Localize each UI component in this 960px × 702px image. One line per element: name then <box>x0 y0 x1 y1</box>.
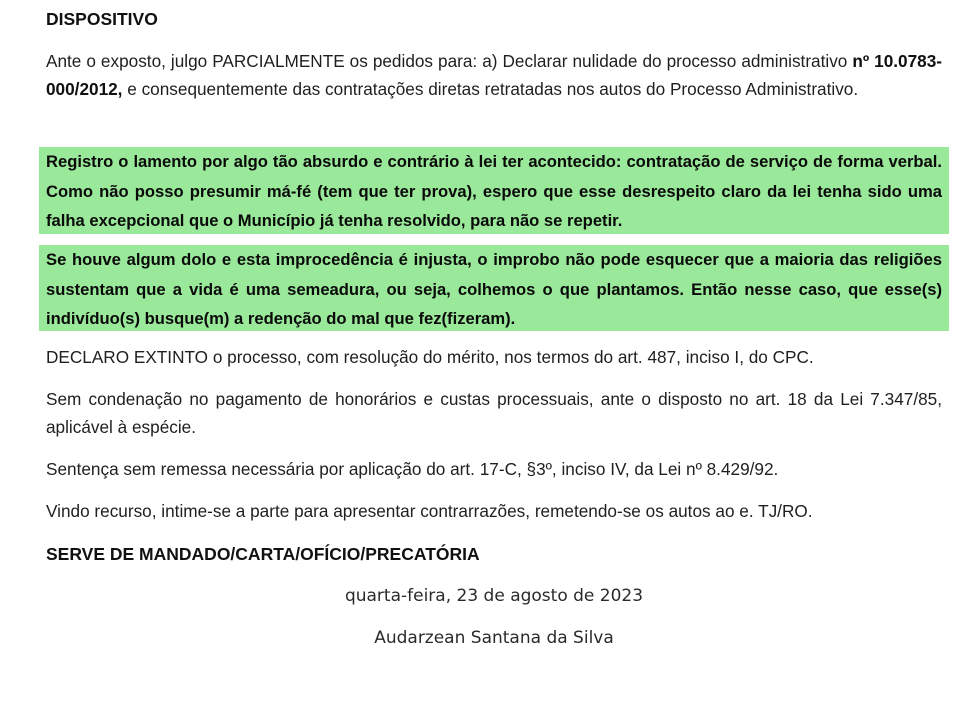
highlighted-paragraph-lament <box>39 147 949 234</box>
signer-name: Audarzean Santana da Silva <box>374 628 614 648</box>
section-title: DISPOSITIVO <box>46 9 158 29</box>
highlighted-paragraph-dolo <box>39 245 949 331</box>
dolo-text: Se houve algum dolo e esta improcedência é injusta, o improbo não pode esquecer que a maioria das religiões sustentam que a vida é uma semeadura, ou seja, colhemos o que plantamos. Então nesse caso, que esse(s) indivíduo(s) busque(m) a redenção do mal que fez(fizeram). <box>46 250 942 328</box>
closing-title: SERVE DE MANDADO/CARTA/OFÍCIO/PRECATÓRIA <box>46 544 480 564</box>
lament-text: Registro o lamento por algo tão absurdo e contrário à lei ter acontecido: contratação de serviço de forma verbal. Como não posso presumir má-fé (tem que ter prova), espero que esse desrespeito claro da lei tenha sido uma falha excepcional que o Município já tenha resolvido, para não se repetir. <box>46 152 942 230</box>
paragraph-extinct: DECLARO EXTINTO o processo, com resolução do mérito, nos termos do art. 487, inciso I, do CPC. <box>46 347 814 367</box>
paragraph-appeal: Vindo recurso, intime-se a parte para apresentar contrarrazões, remetendo-se os autos ao e. TJ/RO. <box>46 501 813 521</box>
paragraph-remittance: Sentença sem remessa necessária por aplicação do art. 17-C, §3º, inciso IV, da Lei nº 8.429/92. <box>46 459 779 479</box>
process-number: nº 10.0783-000/2012, <box>46 51 942 99</box>
paragraph-costs: Sem condenação no pagamento de honorários e custas processuais, ante o disposto no art. 18 da Lei 7.347/85, aplicável à espécie. <box>46 389 942 437</box>
date-line: quarta-feira, 23 de agosto de 2023 <box>344 586 644 606</box>
ruling-text-start: Ante o exposto, julgo PARCIALMENTE os pedidos para: a) Declarar nulidade do processo administrativo <box>46 51 853 71</box>
ruling-text-end: e consequentemente das contratações diretas retratadas nos autos do Processo Administrativo. <box>122 78 859 99</box>
paragraph-ruling <box>46 48 942 103</box>
